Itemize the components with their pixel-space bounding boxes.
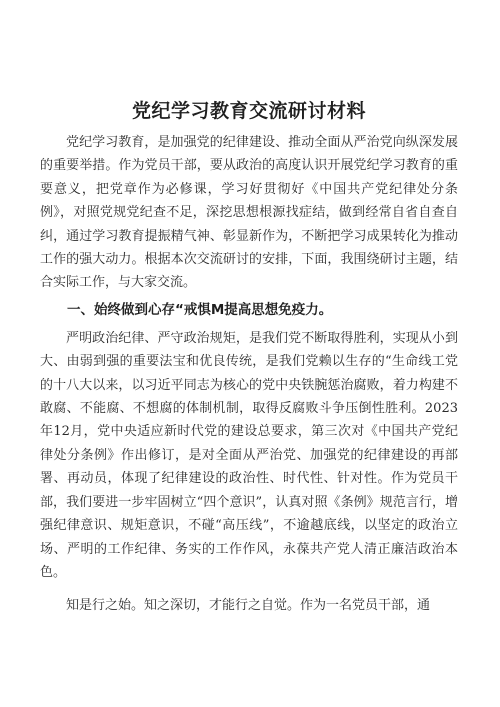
section-1-paragraph: 严明政治纪律、严守政治规矩，是我们党不断取得胜利，实现从小到大、由弱到强的重要法宝和优良传统，是我们党赖以生存的“生命线工党的十八大以来，以习近平同志为核心的党中央铁腕惩治腐败，着力构建不敢腐、不能腐、不想腐的体制机制，取得反腐败斗争压倒性胜利。2023年12月，党中央适应新时代党的建设总要求，第三次对《中国共产党纪律处分条例》作出修订，是对全面从严治党、加强党的纪律建设的再部署、再动员，体现了纪律建设的政治性、时代性、针对性。作为党员干部，我们要进一步牢固树立“四个意识”，认真对照《条例》规范言行，增强纪律意识、规矩意识，不碰“高压线”，不逾越底线，以坚定的政治立场、严明的工作纪律、务实的工作作风，永葆共产党人清正廉洁政治本色。 bbox=[40, 330, 458, 580]
paragraph-gap bbox=[40, 584, 458, 594]
closing-paragraph: 知是行之始。知之深切，才能行之自觉。作为一名党员干部，通 bbox=[66, 598, 431, 614]
document-title: 党纪学习教育交流研讨材料 bbox=[131, 100, 366, 122]
section-heading-1: 一、始终做到心存“戒惧M提高思想免疫力。 bbox=[67, 301, 333, 318]
intro-paragraph: 党纪学习教育，是加强党的纪律建设、推动全面从严治党向纵深发展的重要举措。作为党员干部，要从政治的高度认识开展党纪学习教育的重要意义，把党章作为必修课，学习好贯彻好《中国共产党纪律处分条例》，对照党规党纪查不足，深挖思想根源找症结，做到经常自省自查自纠，通过学习教育提振精气神、彰显新作为，不断把学习成果转化为推动工作的强大动力。根据本次交流研讨的安排，下面，我围绕研讨主题，结合实际工作，与大家交流。 bbox=[40, 135, 458, 291]
